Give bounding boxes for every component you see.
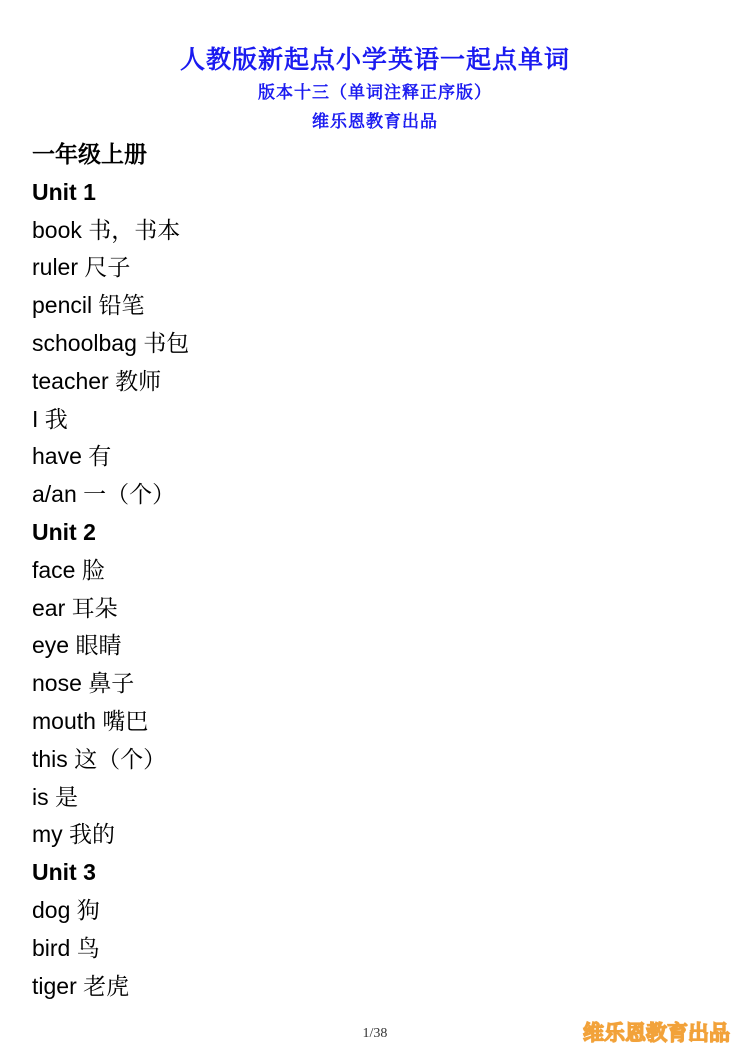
- vocabulary-list: [32, 136, 712, 1005]
- document-header: [0, 42, 750, 137]
- vocab-line: pencil 铅笔: [32, 292, 145, 319]
- vocab-line: nose 鼻子: [32, 670, 135, 697]
- vocab-line: mouth 嘴巴: [32, 707, 149, 734]
- vocab-line: have 有: [32, 443, 112, 470]
- vocab-line: schoolbag 书包: [32, 329, 190, 356]
- vocab-line: is 是: [32, 783, 78, 810]
- vocab-line: ruler 尺子: [32, 254, 131, 281]
- vocab-line: ear 耳朵: [32, 594, 118, 621]
- vocab-line: book 书，书本: [32, 216, 181, 243]
- vocab-line: I 我: [32, 405, 68, 432]
- page-number: 1/38: [362, 1026, 388, 1041]
- vocab-line: a/an 一（个）: [32, 481, 176, 508]
- vocab-line: dog 狗: [32, 896, 100, 923]
- document-publisher: 维乐恩教育出品: [312, 112, 438, 131]
- vocab-line: tiger 老虎: [32, 972, 130, 999]
- vocab-line: teacher 教师: [32, 367, 162, 394]
- vocab-line: face 脸: [32, 556, 105, 583]
- document-title: 人教版新起点小学英语一起点单词: [179, 46, 570, 74]
- vocab-line: eye 眼睛: [32, 632, 122, 659]
- publisher-watermark: 维乐恩教育出品: [583, 1022, 730, 1045]
- unit-heading: Unit 2: [32, 518, 96, 545]
- unit-heading: Unit 1: [32, 178, 96, 205]
- vocab-line: bird 鸟: [32, 934, 100, 961]
- grade-heading: 一年级上册: [32, 141, 147, 167]
- document-subtitle: 版本十三（单词注释正序版）: [258, 83, 492, 102]
- vocab-line: this 这（个）: [32, 745, 167, 772]
- vocab-line: my 我的: [32, 821, 116, 848]
- unit-heading: Unit 3: [32, 859, 96, 886]
